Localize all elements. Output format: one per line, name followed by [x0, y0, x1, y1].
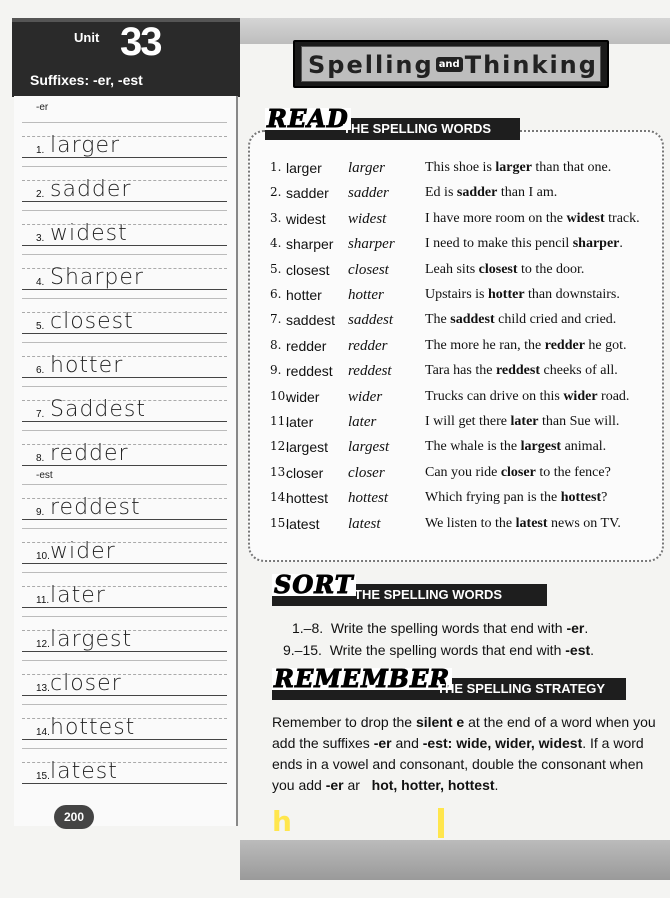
- writing-line-top: [22, 254, 227, 255]
- handwritten-word: Sharper: [50, 265, 144, 290]
- example-sentence: [425, 287, 620, 303]
- writing-line: [22, 298, 227, 334]
- sentence-end: animal.: [561, 439, 607, 455]
- remember-t5: ar: [343, 777, 360, 793]
- word-number: 12.: [270, 439, 290, 454]
- sentence-start: The whale is the: [425, 439, 521, 455]
- highlighter-stroke: [438, 808, 444, 838]
- sentence-start: Leah sits: [425, 261, 479, 277]
- sentence-bold-word: sadder: [456, 185, 498, 201]
- remember-t2: at the end of a word when you add the suffixes: [272, 714, 656, 751]
- spelling-word: wider: [286, 388, 320, 405]
- remember-t6: .: [494, 777, 499, 793]
- writing-line-top: [22, 616, 227, 617]
- word-number: 1.: [270, 160, 282, 174]
- word-number: 4.: [270, 236, 282, 251]
- example-sentence: [425, 236, 623, 252]
- writing-line: [22, 254, 227, 290]
- writing-line-number: 12.: [36, 639, 50, 650]
- remember-header-rest: THE SPELLING STRATEGY: [437, 681, 606, 696]
- sentence-start: I will get there: [425, 414, 511, 429]
- spelling-word-row: [270, 516, 660, 538]
- spelling-word: largest: [286, 439, 329, 456]
- example-sentence: [425, 414, 619, 430]
- spelling-word: hotter: [286, 287, 322, 303]
- sort-header-rest: THE SPELLING WORDS: [354, 587, 503, 602]
- writing-line-top: [22, 166, 227, 167]
- spelling-word-row: [270, 211, 660, 233]
- sort-instruction-2: [283, 642, 594, 658]
- remember-b2: -er: [373, 735, 392, 751]
- spelling-word: sharper: [286, 236, 334, 253]
- writing-line-number: 15.: [36, 771, 50, 782]
- sentence-bold-word: redder: [544, 337, 585, 353]
- writing-line: [22, 484, 227, 520]
- writing-line: [22, 430, 227, 466]
- remember-t1: Remember to drop the: [272, 714, 416, 730]
- sentence-start: Upstairs is: [425, 287, 488, 302]
- sentence-end: than I am.: [497, 185, 558, 201]
- spelling-thinking-banner: [293, 40, 609, 88]
- sentence-end: track.: [604, 210, 640, 226]
- sentence-end: cheeks of all.: [540, 363, 618, 379]
- example-sentence: [425, 262, 584, 278]
- sentence-start: I need to make this pencil: [425, 236, 573, 252]
- spelling-word: closest: [286, 261, 330, 278]
- sort-instruction-1: [292, 620, 588, 636]
- writing-line-number: 1.: [36, 145, 45, 156]
- writing-line: [22, 386, 227, 422]
- sort-range-2: 9.–15.: [283, 642, 322, 658]
- sentence-bold-word: hotter: [488, 287, 525, 302]
- example-sentence: [425, 389, 629, 405]
- sort-text-2: Write the spelling words that end with: [329, 642, 566, 658]
- writing-line: [22, 210, 227, 246]
- writing-line-number: 10.: [36, 551, 50, 562]
- read-header-rest: THE SPELLING WORDS: [343, 121, 492, 136]
- sentence-end: road.: [597, 388, 630, 404]
- sort-header-big: SORT: [274, 570, 354, 599]
- writing-line-top: [22, 748, 227, 749]
- handwritten-word: wider: [50, 539, 116, 564]
- word-number: 7.: [270, 312, 282, 327]
- sentence-end: news on TV.: [547, 515, 621, 531]
- word-number: 13.: [270, 464, 290, 479]
- sentence-end: than downstairs.: [524, 287, 620, 302]
- spelling-word: widest: [286, 210, 326, 227]
- word-number: 8.: [270, 337, 282, 352]
- handwritten-word: Saddest: [50, 397, 146, 422]
- sentence-bold-word: latest: [515, 515, 548, 531]
- writing-line-number: 8.: [36, 453, 45, 464]
- sentence-start: Tara has the: [425, 363, 496, 379]
- cursive-word: wider: [348, 388, 383, 405]
- writing-line: [22, 166, 227, 202]
- writing-line-number: 11.: [36, 595, 50, 606]
- read-header-big: READ: [267, 104, 349, 133]
- cursive-word: sharper: [348, 236, 395, 253]
- example-sentence: [425, 363, 618, 379]
- sentence-end: to the door.: [517, 261, 585, 277]
- banner-and: and: [436, 57, 463, 72]
- writing-line-number: 7.: [36, 409, 45, 420]
- writing-line-number: 3.: [36, 233, 45, 244]
- spelling-word: saddest: [286, 312, 336, 329]
- writing-line: [22, 122, 227, 158]
- sentence-bold-word: larger: [495, 160, 532, 175]
- word-number: 6.: [270, 287, 282, 301]
- cursive-word: closer: [348, 464, 385, 481]
- spelling-word: sadder: [286, 185, 329, 202]
- handwritten-word: larger: [50, 133, 121, 158]
- example-sentence: [425, 312, 616, 328]
- remember-t3: and: [391, 735, 423, 751]
- remember-b1: silent e: [415, 714, 465, 730]
- spelling-word-row: [270, 236, 660, 258]
- sentence-start: Can you ride: [425, 464, 501, 480]
- writing-line-number: 4.: [36, 277, 45, 288]
- writing-line-top: [22, 122, 227, 123]
- writing-line-number: 9.: [36, 507, 45, 518]
- spelling-word-row: [270, 312, 660, 334]
- cursive-word: hottest: [348, 490, 388, 507]
- writing-line-top: [22, 704, 227, 705]
- spelling-word: larger: [286, 160, 322, 176]
- word-number: 5.: [270, 261, 282, 276]
- cursive-word: largest: [348, 439, 390, 456]
- est-section-label: -est: [36, 470, 53, 481]
- sentence-start: We listen to the: [425, 515, 516, 531]
- writing-line-top: [22, 528, 227, 529]
- spelling-word: later: [286, 414, 314, 430]
- sort-end-2: .: [590, 642, 595, 658]
- sentence-bold-word: closer: [500, 464, 536, 480]
- spelling-word-row: [270, 160, 660, 182]
- sentence-bold-word: hottest: [560, 490, 602, 506]
- sort-header: [272, 570, 547, 606]
- unit-label: Unit: [74, 30, 100, 45]
- word-number: 10.: [270, 388, 290, 403]
- unit-number: 33: [120, 20, 161, 64]
- unit-title: Suffixes: -er, -est: [30, 72, 143, 88]
- writing-line: [22, 748, 227, 784]
- writing-line-top: [22, 484, 227, 485]
- writing-line: [22, 704, 227, 740]
- sentence-start: The: [425, 312, 451, 328]
- remember-b5: hot, hotter, hottest: [371, 777, 495, 793]
- banner-inner: [301, 46, 601, 82]
- sentence-start: I have more room on the: [425, 210, 567, 226]
- example-sentence: [425, 516, 621, 532]
- sentence-bold-word: saddest: [450, 312, 495, 328]
- word-number: 11.: [270, 414, 290, 428]
- sentence-start: This shoe is: [425, 160, 496, 175]
- cursive-word: widest: [348, 210, 387, 227]
- word-number: 2.: [270, 185, 282, 200]
- sentence-bold-word: later: [510, 414, 539, 429]
- spelling-word-row: [270, 287, 660, 309]
- remember-header: [272, 664, 626, 700]
- cursive-word: saddest: [348, 312, 393, 329]
- bottom-decorative-strip: [240, 840, 670, 880]
- handwritten-word: hottest: [50, 715, 136, 740]
- writing-line-number: 14.: [36, 727, 50, 738]
- cursive-word: hotter: [348, 287, 384, 303]
- spelling-word-row: [270, 490, 660, 512]
- cursive-word: reddest: [348, 363, 392, 380]
- sort-bold-2: -est: [565, 642, 591, 658]
- remember-header-big: REMEMBER: [274, 664, 451, 693]
- writing-line-top: [22, 298, 227, 299]
- remember-t4: . If a word ends in a vowel and consonant, double the consonant when you add: [272, 735, 644, 793]
- remember-strategy-text: [272, 712, 664, 796]
- example-sentence: [425, 185, 557, 201]
- cursive-word: later: [348, 414, 377, 430]
- handwritten-word: later: [50, 583, 106, 608]
- sentence-start: The more he ran, the: [425, 337, 545, 353]
- spelling-word: reddest: [286, 363, 333, 380]
- sentence-start: Which frying pan is the: [425, 490, 561, 506]
- writing-line: [22, 342, 227, 378]
- spelling-word-row: [270, 389, 660, 411]
- spelling-word-row: [270, 262, 660, 284]
- sentence-end: he got.: [584, 337, 627, 353]
- word-number: 14.: [270, 490, 290, 505]
- writing-line: [22, 616, 227, 652]
- handwritten-word: redder: [50, 441, 129, 466]
- unit-header: [12, 18, 240, 97]
- writing-line-top: [22, 572, 227, 573]
- handwritten-word: closer: [50, 671, 122, 696]
- writing-line-top: [22, 210, 227, 211]
- handwritten-word: latest: [50, 759, 118, 784]
- word-number: 3.: [270, 210, 282, 225]
- sentence-end: child cried and cried.: [494, 312, 617, 328]
- banner-part2: Thinking: [464, 51, 598, 79]
- sentence-end: to the fence?: [535, 464, 611, 480]
- writing-line-top: [22, 660, 227, 661]
- example-sentence: [425, 490, 607, 506]
- cursive-word: closest: [348, 261, 389, 278]
- handwritten-word: reddest: [50, 495, 141, 520]
- sentence-end: than that one.: [531, 160, 612, 175]
- sentence-bold-word: widest: [566, 210, 605, 226]
- spelling-word-row: [270, 439, 660, 461]
- sentence-start: Trucks can drive on this: [425, 388, 564, 404]
- remember-b3: -est: wide, wider, widest: [422, 735, 583, 751]
- remember-b4: -er: [325, 777, 344, 793]
- spelling-word: closer: [286, 464, 324, 481]
- spelling-word-row: [270, 465, 660, 487]
- cursive-word: sadder: [348, 185, 389, 202]
- spelling-word-row: [270, 338, 660, 360]
- sentence-end: ?: [601, 490, 608, 506]
- sentence-bold-word: closest: [478, 261, 518, 277]
- example-sentence: [425, 338, 627, 354]
- sort-text-1: Write the spelling words that end with: [330, 620, 567, 636]
- sort-end-1: .: [584, 620, 589, 636]
- writing-line-number: 13.: [36, 683, 50, 694]
- handwritten-word: widest: [50, 221, 128, 246]
- writing-line-top: [22, 430, 227, 431]
- banner-title: [308, 51, 598, 79]
- spelling-word-row: [270, 363, 660, 385]
- writing-line-top: [22, 386, 227, 387]
- sort-range-1: 1.–8.: [292, 620, 324, 636]
- writing-line-number: 6.: [36, 365, 45, 376]
- writing-line-number: 2.: [36, 189, 45, 200]
- example-sentence: [425, 160, 611, 176]
- handwritten-word: sadder: [50, 177, 132, 202]
- spelling-word: redder: [286, 337, 327, 354]
- word-number: 9.: [270, 363, 282, 378]
- spelling-word: hottest: [286, 490, 329, 507]
- writing-line: [22, 528, 227, 564]
- sentence-end: than Sue will.: [538, 414, 620, 429]
- page-number: 200: [54, 805, 94, 829]
- sentence-start: Ed is: [425, 185, 457, 201]
- sentence-bold-word: wider: [563, 388, 598, 404]
- word-number: 15.: [270, 515, 290, 530]
- handwritten-word: largest: [50, 627, 133, 652]
- cursive-word: redder: [348, 337, 388, 354]
- highlighter-mark: h: [272, 805, 292, 838]
- spelling-word: latest: [286, 515, 320, 532]
- example-sentence: [425, 465, 611, 481]
- writing-line-number: 5.: [36, 321, 45, 332]
- sentence-bold-word: largest: [520, 439, 562, 455]
- cursive-word: larger: [348, 160, 385, 176]
- handwritten-word: closest: [50, 309, 134, 334]
- example-sentence: [425, 211, 640, 227]
- cursive-word: latest: [348, 515, 381, 532]
- sort-bold-1: -er: [566, 620, 585, 636]
- sentence-end: .: [619, 236, 623, 252]
- handwritten-word: hotter: [50, 353, 124, 378]
- banner-part1: Spelling: [308, 51, 434, 79]
- spelling-word-row: [270, 414, 660, 436]
- sentence-bold-word: reddest: [495, 363, 541, 379]
- spelling-word-row: [270, 185, 660, 207]
- sentence-bold-word: sharper: [572, 236, 620, 252]
- example-sentence: [425, 439, 606, 455]
- writing-line: [22, 572, 227, 608]
- writing-line: [22, 660, 227, 696]
- er-section-label: -er: [36, 102, 49, 113]
- writing-line-top: [22, 342, 227, 343]
- read-header: [265, 104, 520, 140]
